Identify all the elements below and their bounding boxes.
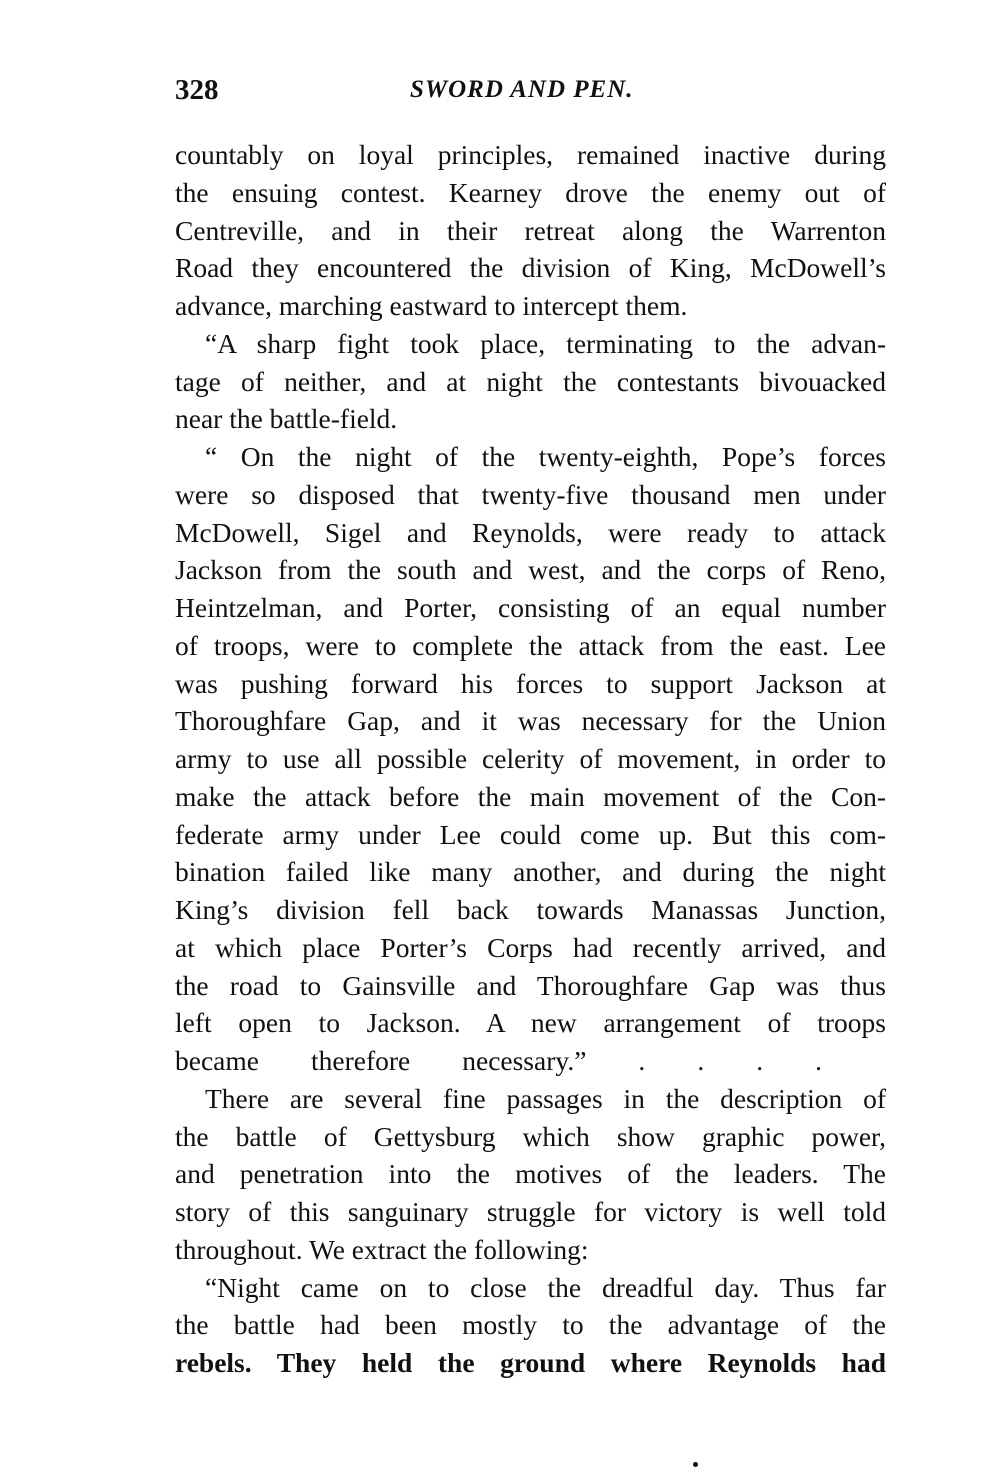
text-line: federate army under Lee could come up. But this com-: [175, 818, 886, 850]
text-line: of troops, were to complete the attack from the east. Lee: [175, 629, 886, 661]
text-line: “A sharp fight took place, terminating to the advan-: [205, 327, 886, 359]
running-title: SWORD AND PEN.: [410, 76, 634, 103]
text-line: Centreville, and in their retreat along the Warrenton: [175, 214, 886, 246]
scan-speck: [693, 1462, 698, 1467]
text-line: were so disposed that twenty-five thousand men under: [175, 478, 886, 510]
text-line: the battle of Gettysburg which show graphic power,: [175, 1120, 886, 1152]
text-line: tage of neither, and at night the contestants bivouacked: [175, 365, 886, 397]
page-number: 328: [175, 74, 219, 106]
running-header: [175, 74, 885, 114]
text-line: Heintzelman, and Porter, consisting of an equal number: [175, 592, 886, 623]
text-line: Jackson from the south and west, and the corps of Reno,: [175, 554, 886, 586]
text-line: Road they encountered the division of King, McDowell’s: [175, 252, 886, 284]
page-body-text: [175, 136, 886, 1382]
text-line: Thoroughfare Gap, and it was necessary for the Union: [175, 705, 886, 737]
text-line: the road to Gainsville and Thoroughfare Gap was thus: [175, 969, 886, 1001]
text-line: throughout. We extract the following:: [175, 1233, 589, 1265]
text-line: bination failed like many another, and during the night: [175, 856, 886, 888]
text-line: at which place Porter’s Corps had recently arrived, and: [175, 931, 886, 963]
text-line: was pushing forward his forces to support Jackson at: [175, 667, 886, 699]
text-line: There are several fine passages in the description of: [205, 1082, 886, 1114]
text-line: near the battle-field.: [175, 403, 398, 435]
text-line: “Night came on to close the dreadful day. Thus far: [205, 1271, 886, 1303]
text-line: make the attack before the main movement of the Con-: [175, 780, 886, 812]
text-line: countably on loyal principles, remained inactive during: [175, 139, 886, 170]
text-line: the battle had been mostly to the advantage of the: [175, 1309, 886, 1341]
text-line: became therefore necessary.” . . . .: [175, 1045, 822, 1076]
text-line: advance, marching eastward to intercept them.: [175, 290, 688, 321]
text-line: McDowell, Sigel and Reynolds, were ready to attack: [175, 516, 886, 548]
text-line: King’s division fell back towards Manassas Junction,: [175, 894, 886, 925]
text-line: left open to Jackson. A new arrangement of troops: [175, 1007, 886, 1039]
text-line: story of this sanguinary struggle for victory is well told: [175, 1196, 886, 1227]
text-line: rebels. They held the ground where Reynolds had: [175, 1347, 886, 1378]
text-line: army to use all possible celerity of movement, in order to: [175, 743, 886, 774]
text-line: “ On the night of the twenty-eighth, Pope’s forces: [205, 441, 886, 472]
text-line: and penetration into the motives of the leaders. The: [175, 1158, 886, 1190]
text-line: the ensuing contest. Kearney drove the enemy out of: [175, 176, 886, 208]
